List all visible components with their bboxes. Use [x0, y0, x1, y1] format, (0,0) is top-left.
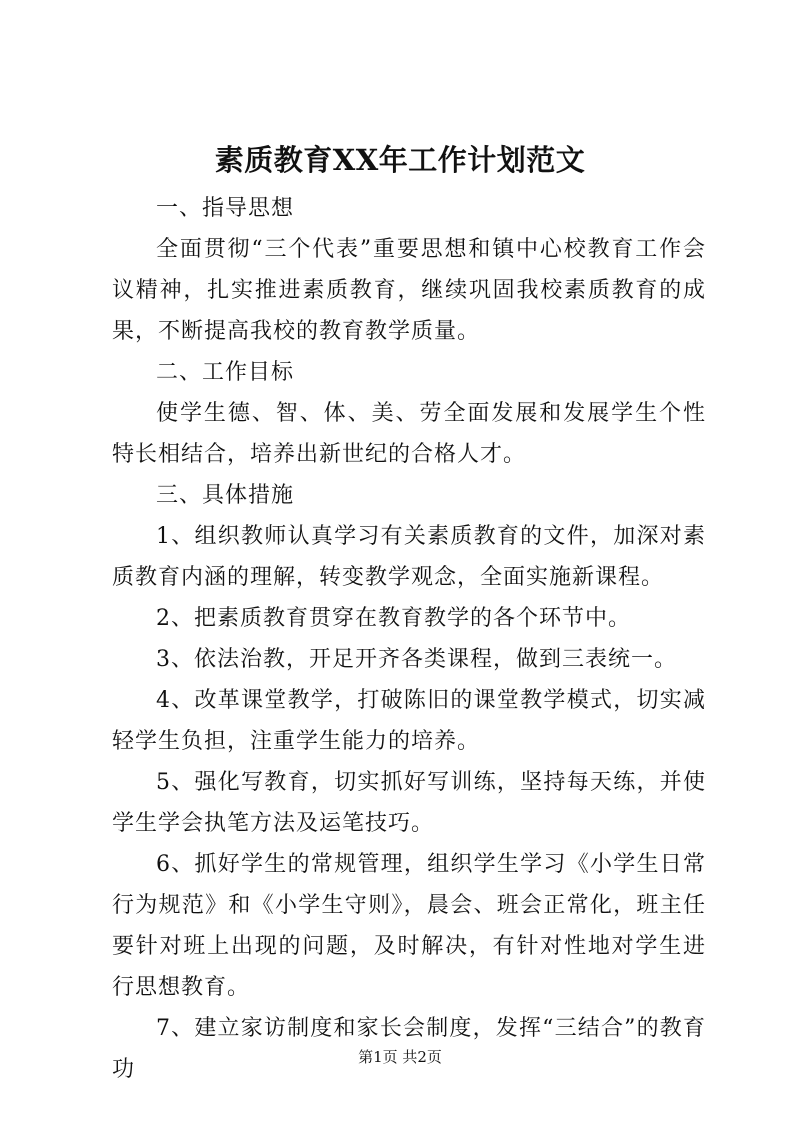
section-heading-guiding-ideology: 一、指导思想 — [156, 196, 295, 221]
paragraph-guiding-ideology: 全面贯彻“三个代表”重要思想和镇中心校教育工作会议精神，扎实推进素质教育，继续巩固我校素质教育的成果，不断提高我校的教育教学质量。 — [112, 237, 706, 344]
document-title: 素质教育XX年工作计划范文 — [214, 143, 586, 177]
section-heading-work-goals: 二、工作目标 — [156, 360, 295, 385]
paragraph-work-goals: 使学生德、智、体、美、劳全面发展和发展学生个性特长相结合，培养出新世纪的合格人才。 — [112, 401, 706, 467]
measure-item-4: 4、改革课堂教学，打破陈旧的课堂教学模式，切实减轻学生负担，注重学生能力的培养。 — [112, 688, 706, 754]
measure-item-2: 2、把素质教育贯穿在教育教学的各个环节中。 — [156, 606, 631, 631]
measure-item-7: 7、建立家访制度和家长会制度，发挥“三结合”的教育功 — [112, 1016, 706, 1082]
section-heading-specific-measures: 三、具体措施 — [156, 483, 295, 508]
measure-item-5: 5、强化写教育，切实抓好写训练，坚持每天练，并使学生学会执笔方法及运笔技巧。 — [112, 770, 706, 836]
measure-item-3: 3、依法治教，开足开齐各类课程，做到三表统一。 — [156, 647, 677, 672]
measure-item-1: 1、组织教师认真学习有关素质教育的文件，加深对素质教育内涵的理解，转变教学观念，全面实施新课程。 — [112, 524, 706, 590]
page-footer: 第1页 共2页 — [358, 1048, 442, 1066]
measure-item-6: 6、抓好学生的常规管理，组织学生学习《小学生日常行为规范》和《小学生守则》，晨会、班会正常化，班主任要针对班上出现的问题，及时解决，有针对性地对学生进行思想教育。 — [112, 852, 706, 1000]
document-body — [112, 188, 706, 1090]
